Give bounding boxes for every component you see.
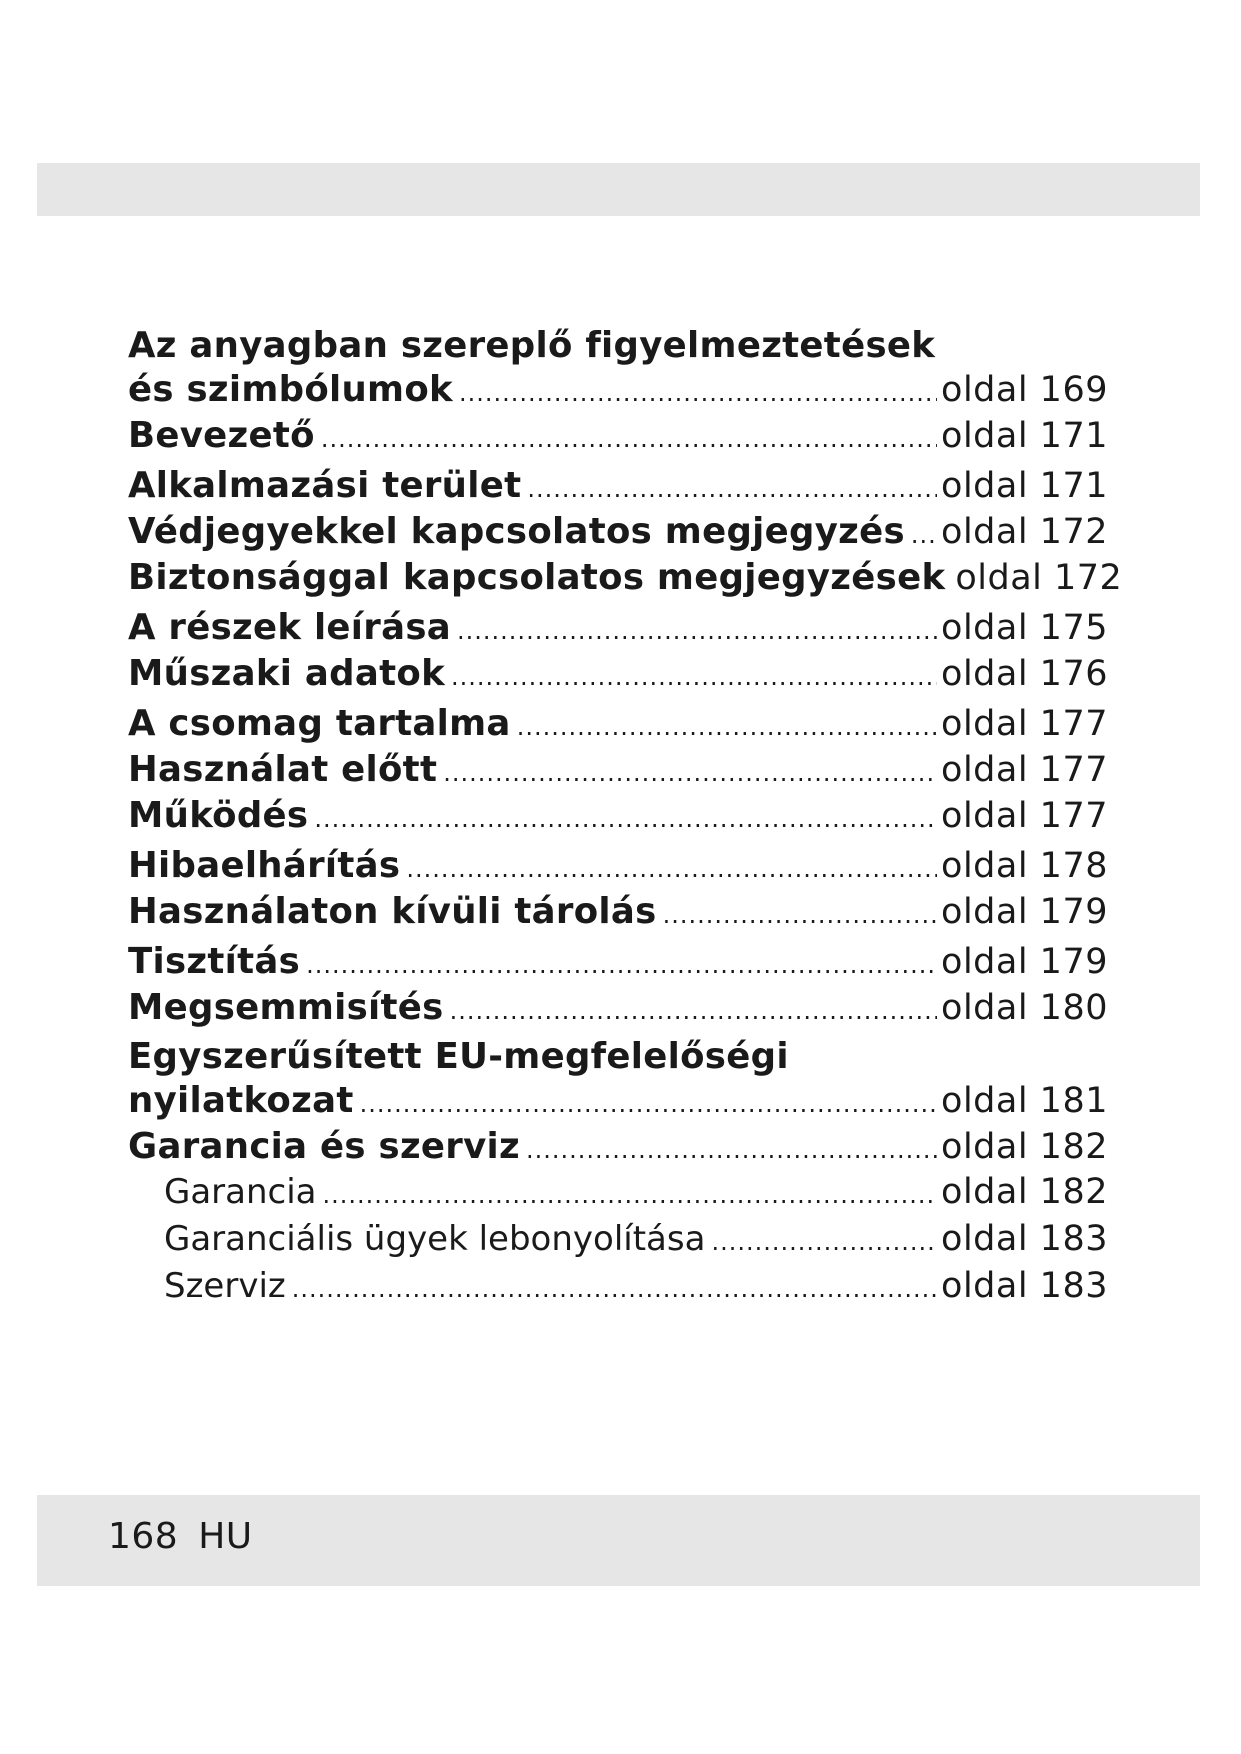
language-code: HU [198,1516,253,1557]
dot-leader [517,715,937,739]
toc-entry-page: oldal 179 [941,942,1108,982]
toc-entry-technical-data[interactable] [128,653,1108,703]
toc-entry-page: oldal 177 [941,704,1108,744]
toc-entry-eu-declaration[interactable] [128,1080,1108,1126]
dot-leader [321,427,937,451]
toc-entry-title: és szimbólumok [128,369,453,410]
toc-entry-warranty[interactable] [128,1172,1108,1219]
dot-leader [450,999,937,1023]
table-of-contents [128,322,1123,1313]
page-number: 168 [108,1516,179,1557]
toc-entry-title: Alkalmazási terület [128,465,522,506]
toc-entry-title: Biztonsággal kapcsolatos megjegyzések [128,557,946,598]
toc-entry-page: oldal 176 [941,654,1108,694]
toc-entry-title: A részek leírása [128,607,452,648]
toc-entry-page: oldal 183 [941,1219,1108,1259]
toc-entry-trademark-notice[interactable] [128,511,1108,557]
dot-leader [459,381,937,405]
toc-entry-package-contents[interactable] [128,703,1108,749]
toc-entry-page: oldal 178 [941,846,1108,886]
toc-entry-page: oldal 171 [941,416,1108,456]
toc-entry-page: oldal 182 [941,1127,1108,1167]
toc-entry-page: oldal 183 [941,1266,1108,1306]
toc-entry-disposal[interactable] [128,987,1108,1033]
toc-entry-troubleshooting[interactable] [128,845,1108,891]
dot-leader [911,523,937,547]
toc-entry-warranty-service[interactable] [128,1126,1108,1172]
toc-entry-title: nyilatkozat [128,1080,354,1121]
toc-title-line: Az anyagban szereplő figyelmeztetések [128,325,936,366]
toc-title-line: Egyszerűsített EU-megfelelőségi [128,1036,789,1077]
toc-entry-safety-notices[interactable] [128,557,1123,607]
dot-leader [711,1230,937,1254]
toc-entry-title: Szerviz [164,1266,286,1306]
dot-leader [663,903,937,927]
dot-leader [360,1092,937,1116]
toc-entry-before-use[interactable] [128,749,1108,795]
toc-entry-page: oldal 177 [941,796,1108,836]
toc-entry-page: oldal 172 [941,512,1108,552]
toc-entry-introduction[interactable] [128,415,1108,465]
toc-entry-page: oldal 172 [955,558,1123,598]
toc-entry-title: Használat előtt [128,749,438,790]
page-footer [108,1516,253,1557]
dot-leader [451,665,937,689]
toc-entry-page: oldal 171 [941,466,1108,506]
toc-entry-service[interactable] [128,1266,1108,1313]
toc-entry-storage[interactable] [128,891,1108,941]
toc-entry-warnings-symbols[interactable] [128,369,1108,415]
dot-leader [527,477,937,501]
toc-entry-title: Működés [128,795,309,836]
toc-entry-operation[interactable] [128,795,1108,845]
toc-entry-page: oldal 181 [941,1081,1108,1121]
toc-entry-title: Bevezető [128,415,315,456]
toc-entry-cleaning[interactable] [128,941,1108,987]
toc-entry-page: oldal 180 [941,988,1108,1028]
toc-entry-title: Használaton kívüli tárolás [128,891,657,932]
toc-entry-page: oldal 169 [941,370,1108,410]
dot-leader [292,1277,937,1301]
dot-leader [457,619,937,643]
toc-entry-intended-use[interactable] [128,465,1108,511]
header-band [37,163,1200,216]
toc-entry-title: Garanciális ügyek lebonyolítása [164,1219,706,1259]
toc-entry-title: Műszaki adatok [128,653,445,694]
dot-leader [306,953,937,977]
toc-entry-title: A csomag tartalma [128,703,511,744]
dot-leader [323,1183,938,1207]
toc-entry-title: Hibaelhárítás [128,845,401,886]
toc-entry-page: oldal 177 [941,750,1108,790]
dot-leader [406,857,937,881]
toc-entry-parts-description[interactable] [128,607,1108,653]
toc-entry-title: Megsemmisítés [128,987,444,1028]
dot-leader [443,761,937,785]
toc-entry-title: Garancia és szerviz [128,1126,520,1167]
toc-entry-page: oldal 179 [941,892,1108,932]
toc-entry-page: oldal 182 [941,1172,1108,1212]
toc-entry-title: Védjegyekkel kapcsolatos megjegyzés [128,511,905,552]
toc-entry-title: Garancia [164,1172,317,1212]
toc-entry-title: Tisztítás [128,941,301,982]
dot-leader [526,1138,937,1162]
dot-leader [314,807,937,831]
toc-entry-warranty-claims[interactable] [128,1219,1108,1266]
toc-entry-page: oldal 175 [941,608,1108,648]
